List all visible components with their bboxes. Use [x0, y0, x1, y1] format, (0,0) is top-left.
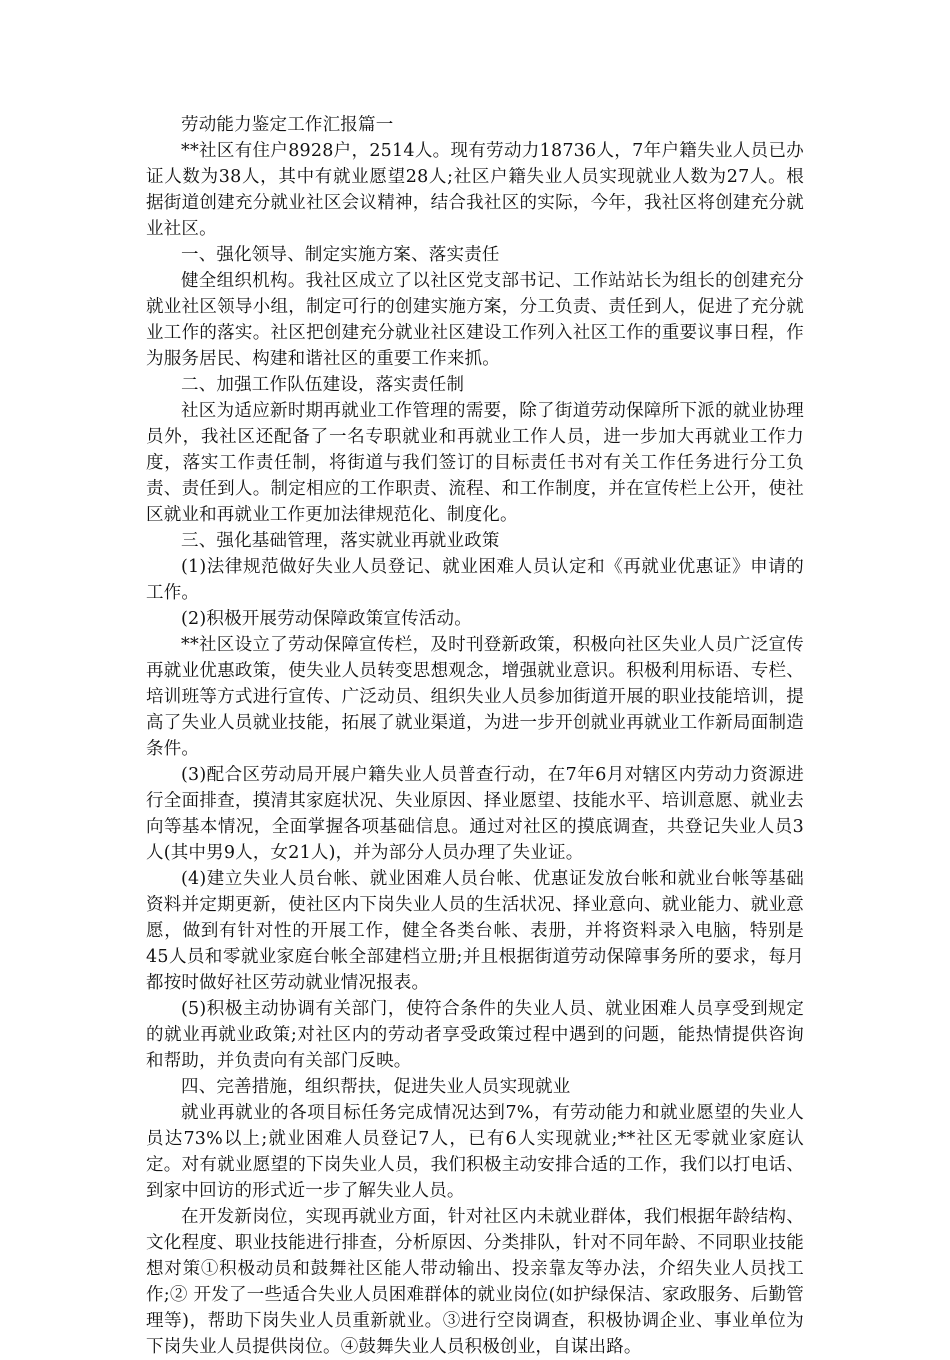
section-heading-2: 二、加强工作队伍建设，落实责任制 [181, 375, 465, 395]
paragraph-item-1: (1)法律规范做好失业人员登记、就业困难人员认定和《再就业优惠证》申请的工作。 [146, 557, 804, 603]
section-heading-4: 四、完善措施，组织帮扶，促进失业人员实现就业 [181, 1077, 571, 1097]
paragraph-item-2: (2)积极开展劳动保障政策宣传活动。 [181, 609, 472, 629]
paragraph-item-5: (5)积极主动协调有关部门，使符合条件的失业人员、就业困难人员享受到规定的就业再就业政策;对社区内的劳动者享受政策过程中遇到的问题，能热情提供咨询和帮助，并负责向有关部门反映。 [146, 999, 804, 1071]
paragraph-item-3: (3)配合区劳动局开展户籍失业人员普查行动，在7年6月对辖区内劳动力资源进行全面排查，摸清其家庭状况、失业原因、择业愿望、技能水平、培训意愿、就业去向等基本情况，全面掌握各项基础信息。通过对社区的摸底调查，共登记失业人员3人(其中男9人，女21人)，并为部分人员办理了失业证。 [146, 765, 804, 863]
section-heading-1: 一、强化领导、制定实施方案、落实责任 [181, 245, 500, 265]
paragraph-new-jobs: 在开发新岗位，实现再就业方面，针对社区内未就业群体，我们根据年龄结构、文化程度、职业技能进行排查，分析原因、分类排队，针对不同年龄、不同职业技能想对策①积极动员和鼓舞社区能人带动输出、投亲靠友等办法，介绍失业人员找工作;② 开发了一些适合失业人员困难群体的就业岗位(如护绿保洁、家政服务、后勤管理等)，帮助下岗失业人员重新就业。③进行空岗调查，积极协调企业、事业单位为下岗失业人员提供岗位。④鼓舞失业人员积极创业，自谋出路。 [146, 1207, 804, 1357]
paragraph-team: 社区为适应新时期再就业工作管理的需要，除了街道劳动保障所下派的就业协理员外，我社区还配备了一名专职就业和再就业工作人员，进一步加大再就业工作力度，落实工作责任制，将街道与我们签订的目标责任书对有关工作任务进行分工负责、责任到人。制定相应的工作职责、流程、和工作制度，并在宣传栏上公开，使社区就业和再就业工作更加法律规范化、制度化。 [146, 401, 804, 525]
paragraph-publicity: **社区设立了劳动保障宣传栏，及时刊登新政策，积极向社区失业人员广泛宣传再就业优惠政策，使失业人员转变思想观念，增强就业意识。积极利用标语、专栏、培训班等方式进行宣传、广泛动员、组织失业人员参加街道开展的职业技能培训，提高了失业人员就业技能，拓展了就业渠道，为进一步开创就业再就业工作新局面制造条件。 [146, 635, 804, 759]
paragraph-organization: 健全组织机构。我社区成立了以社区党支部书记、工作站站长为组长的创建充分就业社区领导小组，制定可行的创建实施方案，分工负责、责任到人，促进了充分就业工作的落实。社区把创建充分就业社区建设工作列入社区工作的重要议事日程，作为服务居民、构建和谐社区的重要工作来抓。 [146, 271, 804, 369]
paragraph-overview: **社区有住户8928户，2514人。现有劳动力18736人，7年户籍失业人员已办证人数为38人，其中有就业愿望28人;社区户籍失业人员实现就业人数为27人。根据街道创建充分就业社区会议精神，结合我社区的实际，今年，我社区将创建充分就业社区。 [146, 141, 804, 239]
document-title: 劳动能力鉴定工作汇报篇一 [181, 115, 394, 135]
paragraph-targets: 就业再就业的各项目标任务完成情况达到7%，有劳动能力和就业愿望的失业人员达73%以上;就业困难人员登记7人，已有6人实现就业;**社区无零就业家庭认定。对有就业愿望的下岗失业人员，我们积极主动安排合适的工作，我们以打电话、到家中回访的形式近一步了解失业人员。 [146, 1103, 804, 1201]
document-page [146, 112, 804, 1360]
section-heading-3: 三、强化基础管理，落实就业再就业政策 [181, 531, 500, 551]
paragraph-item-4: (4)建立失业人员台帐、就业困难人员台帐、优惠证发放台帐和就业台帐等基础资料并定期更新，使社区内下岗失业人员的生活状况、择业意向、就业能力、就业意愿，做到有针对性的开展工作，健全各类台帐、表册，并将资料录入电脑，特别是45人员和零就业家庭台帐全部建档立册;并且根据街道劳动保障事务所的要求，每月都按时做好社区劳动就业情况报表。 [146, 869, 804, 993]
